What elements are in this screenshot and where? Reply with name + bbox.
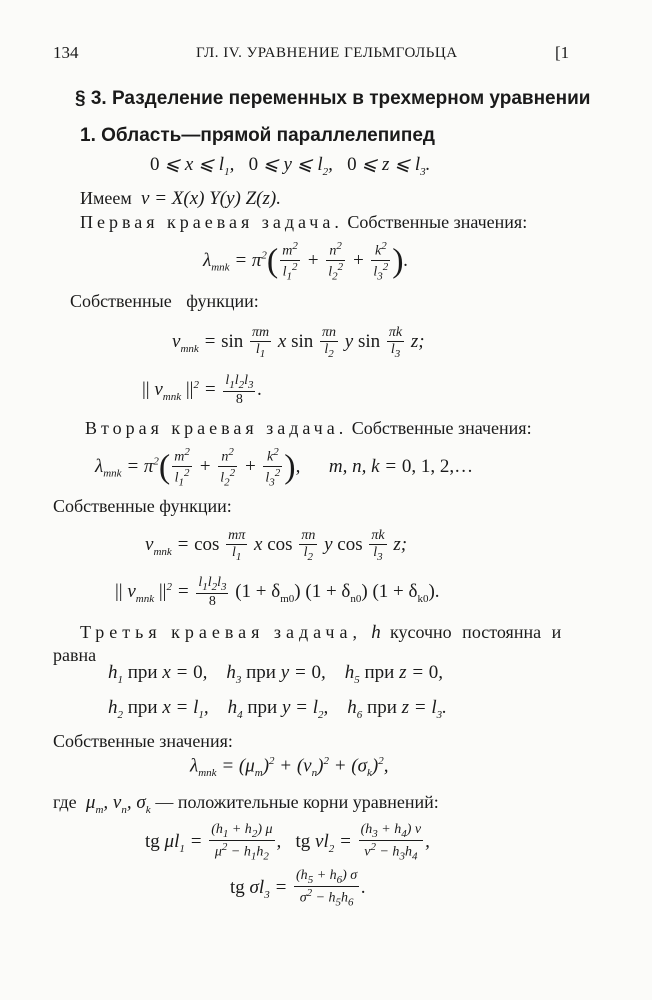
where-word: где (53, 792, 77, 812)
first-problem-line (80, 212, 527, 233)
eigenvalues-formula-1: $\lambda_{mnk} = \pi^2$( $\frac{m^2}{l_1^2}$ + $\frac{n^2}{l_2^2}$ + $\frac{k^2}{l_3^2}$ ). (203, 240, 409, 283)
second-problem-label: Вторая краевая задача. (85, 418, 348, 438)
at-word-3: при (364, 662, 395, 683)
first-problem-label: Первая краевая задача. (80, 212, 343, 232)
running-title: ГЛ. IV. УРАВНЕНИЕ ГЕЛЬМГОЛЬЦА (196, 45, 458, 61)
eigenfunctions-formula-2: $v_{mnk} = \cos$ $\frac{m\pi}{l_1}$ x cos $\frac{\pi n}{l_2}$ y cos $\frac{\pi k}{l_3}$ z; (145, 528, 408, 563)
section-ref: [1 (555, 43, 570, 62)
have-word: Имеем (80, 188, 132, 208)
eigenfunctions-formula-1: $v_{mnk} = \sin$ $\frac{\pi m}{l_1}$ x sin $\frac{\pi n}{l_2}$ y sin $\frac{\pi k}{l_3}$ z; (172, 325, 425, 360)
h-values-row-1: $h_1$ при x = 0, $h_3$ при y = 0, $h_5$ при z = 0, (108, 662, 444, 686)
eigenvalues-label: Собственные значения: (347, 212, 528, 232)
subsection-title: 1. Область—прямой параллелепипед (80, 125, 435, 146)
second-problem-line (85, 418, 532, 439)
h-values-row-2: $h_2$ при $x = l_1$, $h_4$ при $y = l_2$, $h_6$ при $z = l_3$. (108, 697, 447, 721)
tg-equations-2: tg $\sigma l_3$ = $\frac{(h_5 + h_6) \sigma}{\sigma^2 - h_5h_6}$ . (230, 868, 366, 909)
at-word-1: при (127, 662, 158, 683)
third-problem-cont: кусочно постоянна и (389, 622, 562, 642)
eigenfunctions-label-2: Собственные функции: (53, 496, 232, 516)
eigenvalues-label-3: Собственные значения: (53, 731, 233, 751)
roots-text: — положительные корни уравнений: (155, 792, 439, 812)
at-word-5: при (247, 697, 278, 718)
section-title: § 3. Разделение переменных в трехмерном уравнении (75, 88, 591, 109)
third-problem-label: Третья краевая задача, (80, 622, 362, 642)
norm-formula-2: || $v_{mnk}$ $||^2$ = $\frac{l_1l_2l_3}{8}$ $(1 + \delta_{m0})$ $(1 + \delta_{n0})$ $(1 + \delta_{k0})$. (115, 575, 440, 610)
norm-formula-1: || $v_{mnk}$ $||^2$ = $\frac{l_1l_2l_3}{8}$ . (142, 373, 263, 408)
tg-equations-1: tg $\mu l_1$ = $\frac{(h_1 + h_2) \mu}{\mu^2 - h_1h_2}$ , tg $\nu l_2$ = $\frac{(h_3 + h_4) \nu}{\nu^2 - h_3h_4}$ , (145, 822, 430, 863)
eigenvalues-formula-2: $\lambda_{mnk} = \pi^2$( $\frac{m^2}{l_1^2}$ + $\frac{n^2}{l_2^2}$ + $\frac{k^2}{l_3^2}$ ), m, n, k = 0, 1, 2,… (95, 446, 474, 489)
at-word-2: при (246, 662, 276, 683)
at-word-4: при (127, 697, 158, 718)
have-line: Имеем v = X(x) Y(y) Z(z). (80, 188, 281, 209)
page-number: 134 (53, 43, 79, 62)
equal-word: равна (53, 645, 97, 665)
third-problem-line: Третья краевая задача, h кусочно постоянна и (80, 622, 562, 643)
domain-formula: 0 ⩽ x ⩽ $l_1$, 0 ⩽ y ⩽ $l_2$, 0 ⩽ z ⩽ $l_3$. (150, 154, 431, 178)
eigenvalues-formula-3: $\lambda_{mnk} = (\mu_m)^2 + (\nu_n)^2 + (\sigma_k)^2$, (190, 755, 389, 780)
at-word-6: при (367, 697, 397, 718)
eigenvalues-label-2: Собственные значения: (351, 418, 532, 438)
eigenfunctions-label-1: Собственные функции: (70, 291, 259, 311)
roots-line: где $\mu_m$, $\nu_n$, $\sigma_k$ — положительные корни уравнений: (53, 792, 439, 816)
